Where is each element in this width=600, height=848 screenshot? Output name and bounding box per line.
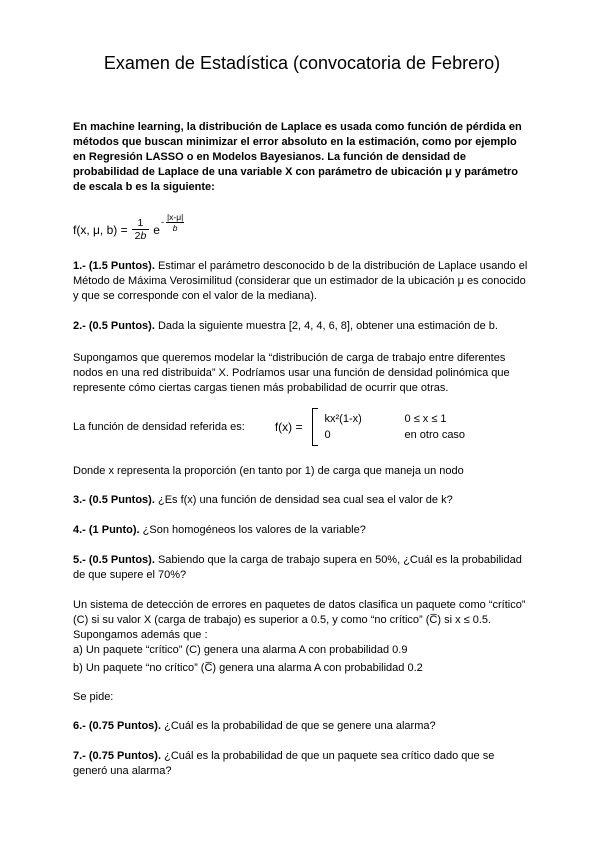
density-formula-lhs: f(x) = [274, 420, 303, 434]
polynomial-density-formula [73, 408, 531, 446]
case-1-condition: 0 ≤ x ≤ 1 [404, 413, 447, 425]
page-title: Examen de Estadística (convocatoria de Febrero) [103, 53, 501, 73]
question-3-label: 3.- (0.5 Puntos). [73, 494, 155, 506]
density-formula-label: La función de densidad referida es: [73, 421, 245, 433]
exponent-numerator: |x-μ| [166, 211, 184, 222]
question-2-label: 2.- (0.5 Puntos). [73, 320, 155, 332]
formula-lhs: f(x, μ, b) = [73, 223, 128, 237]
question-1 [73, 259, 531, 304]
question-2-text: Dada la siguiente muestra [2, 4, 4, 6, 8], obtener una estimación de b. [157, 320, 498, 332]
question-1-label: 1.- (1.5 Puntos). [73, 260, 155, 272]
alarm-item-b: b) Un paquete “no crítico” (C̅) genera una alarma A con probabilidad 0.2 [73, 662, 423, 674]
question-1-text: Estimar el parámetro desconocido b de la distribución de Laplace usando el Método de Máxima Verosimilitud (considerar que un estimador de la ubicación μ es conocido y que se corresponde con el valor de la mediana). [73, 260, 528, 302]
case-2-condition: en otro caso [404, 429, 466, 441]
question-6-label: 6.- (0.75 Puntos). [73, 720, 162, 732]
question-7-text: ¿Cuál es la probabilidad de que un paquete sea crítico dado que se generó una alarma? [73, 750, 495, 777]
fraction-numerator: 1 [137, 217, 144, 229]
question-6-text: ¿Cuál es la probabilidad de que se genere una alarma? [164, 720, 436, 732]
question-3-text: ¿Es f(x) una función de densidad sea cual sea el valor de k? [157, 494, 453, 506]
cases-body [325, 410, 466, 444]
question-4-text: ¿Son homogéneos los valores de la variable? [142, 524, 366, 536]
exponent-fraction [166, 212, 184, 233]
formula-exponent [161, 212, 184, 233]
laplace-density-formula [73, 213, 531, 247]
question-5 [73, 553, 531, 583]
x-definition-note: Donde x representa la proporción (en tanto por 1) de carga que maneja un nodo [73, 465, 464, 477]
question-7-label: 7.- (0.75 Puntos). [73, 750, 162, 762]
fraction-denominator: 2 b [132, 229, 150, 243]
se-pide-label: Se pide: [73, 691, 114, 703]
case-row [325, 411, 466, 427]
exponent-sign: - [160, 217, 164, 227]
question-4-label: 4.- (1 Punto). [73, 524, 140, 536]
question-5-label: 5.- (0.5 Puntos). [73, 554, 155, 566]
exponent-denominator: b [172, 222, 178, 233]
intro-paragraph: En machine learning, la distribución de Laplace es usada como función de pérdida en métodos que buscan minimizar el error absoluto en la estimación, como por ejemplo en Regresión LASSO o en Modelos Bayesianos. La función de densidad de probabilidad de Laplace de una variable X con parámetro de ubicación μ y parámetro de escala b es la siguiente: [73, 121, 522, 193]
workload-paragraph: Supongamos que queremos modelar la “distribución de carga de trabajo entre diferentes nodos en una red distribuida” X. Podríamos usar una función de densidad polinómica que represente cómo ciertas cargas tienen más probabilidad de ocurrir que otras. [73, 352, 510, 394]
case-row [325, 427, 466, 443]
formula-fraction [132, 217, 150, 243]
alarm-item-a: a) Un paquete “crítico” (C) genera una alarma A con probabilidad 0.9 [73, 644, 408, 656]
question-3 [73, 493, 531, 508]
cases-bracket [312, 408, 318, 446]
case-1-expression: kx²(1-x) [324, 413, 362, 425]
question-4 [73, 523, 531, 538]
alarm-system-paragraph [73, 598, 531, 676]
case-2-expression: 0 [324, 429, 331, 441]
alarm-system-intro: Un sistema de detección de errores en paquetes de datos clasifica un paquete como “crítico” (C) si su valor X (carga de trabajo) es superior a 0.5, y como “no crítico” (C̅) si x ≤ 0.5. [73, 599, 526, 626]
question-5-text: Sabiendo que la carga de trabajo supera en 50%, ¿Cuál es la probabilidad de que supere el 70%? [73, 554, 522, 581]
alarm-system-note: Supongamos además que : [73, 629, 208, 641]
question-6 [73, 719, 531, 734]
question-2 [73, 319, 531, 334]
question-7 [73, 749, 531, 779]
formula-e-base: e [153, 223, 160, 237]
